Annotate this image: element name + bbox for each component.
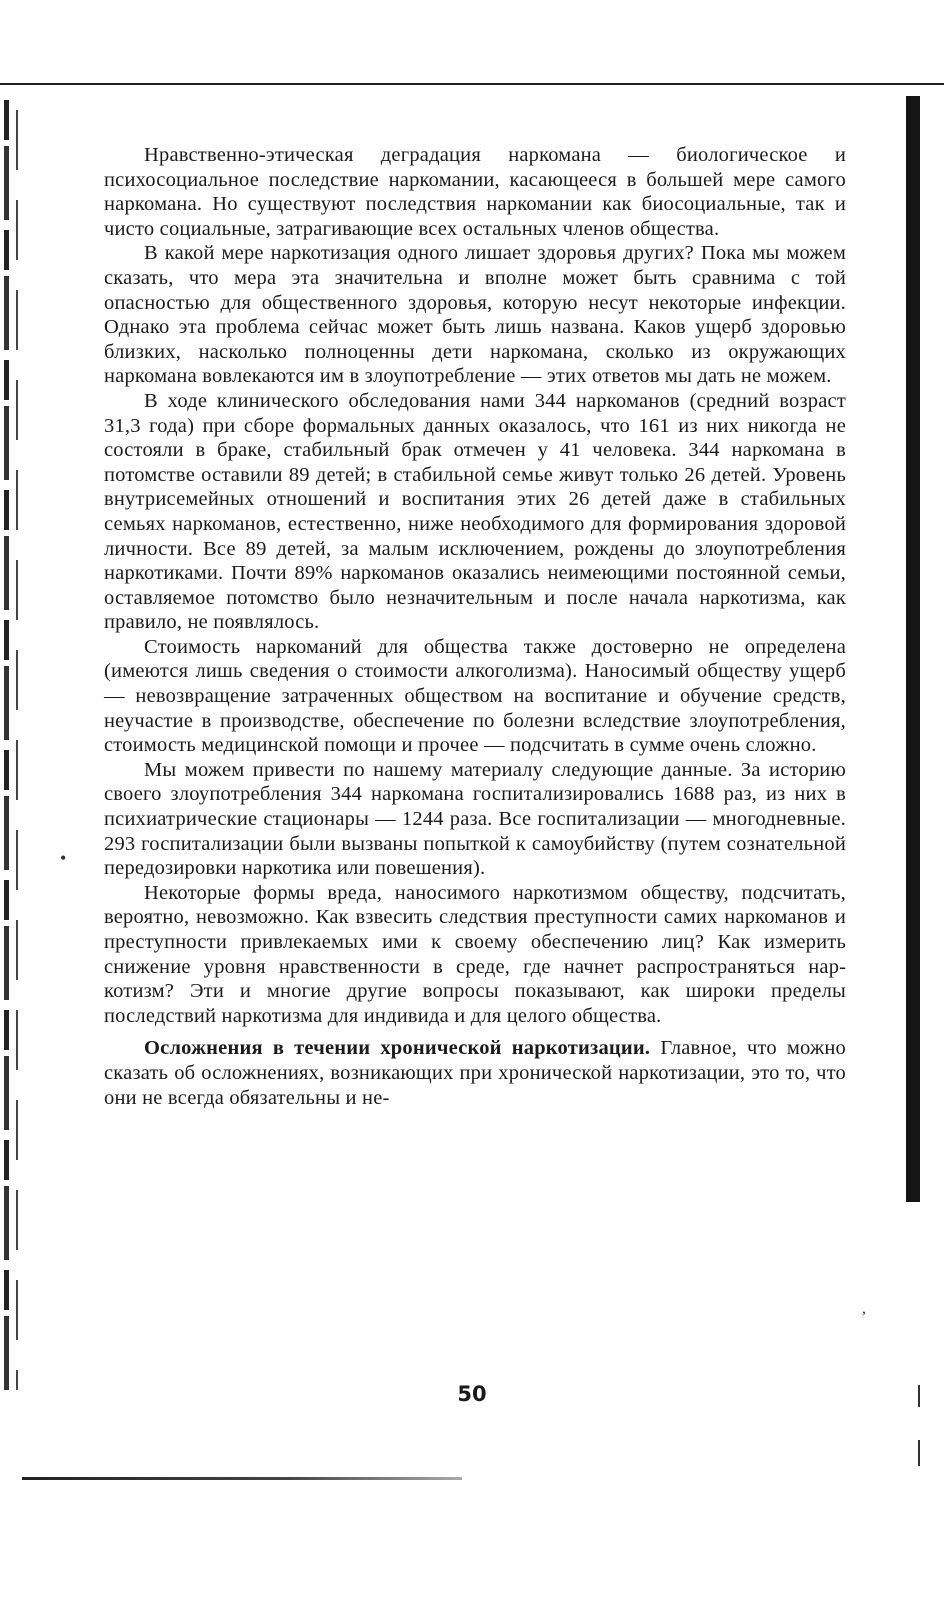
paragraph: Стоимость наркоманий для общества также достоверно не определена (имеются лишь сведения о стоимости алкоголизма). Наносимый обществу ущерб — невозвращение затраченных обществом на воспитание и обучение средств, неучастие в производстве, обеспечение по болезни вследствие злоупотребления, стоимость медицинской помощи и прочее — подсчитать в сумме очень сложно. xyxy=(104,635,846,757)
page-text xyxy=(104,143,846,1110)
page-number: 50 xyxy=(457,1382,487,1406)
paragraph: Мы можем привести по нашему материалу следующие данные. За историю своего злоупотребления 344 наркомана госпитализировались 1688 раз, из них в психиатрические стационары — 1244 раза. Все госпитализации — многодневные. 293 госпитализации были вызваны попыткой к самоубийству (путем сознательной передозировки наркотика или повешения). xyxy=(104,758,846,880)
left-scan-edge xyxy=(4,100,9,1390)
paragraph: Нравственно-этическая деградация наркомана — биологическое и психосоциальное последствие наркомании, касающееся в большей мере самого наркомана. Но существуют последствия наркомании как биосоциальные, так и чисто социальные, затрагивающие всех остальных членов общества. xyxy=(104,144,846,240)
right-scan-mark xyxy=(918,1440,920,1466)
scan-speck: , xyxy=(862,1300,866,1317)
section-text: Главное, что можно сказать об осложнениях, возникающих при хронической наркотизации, это то, что они не всегда обязательны и не- xyxy=(104,1037,846,1109)
section-heading: Осложнения в течении хронической наркотизации. xyxy=(144,1037,651,1060)
paragraph: В какой мере наркотизация одного лишает здоровья других? Пока мы можем сказать, что мера эта значительна и вполне может быть сравнима с той опасностью для общественного здоровья, которую несут некоторые инфекции. Однако эта проблема сейчас может быть лишь названа. Каков ущерб здоровью близких, насколько полноценны дети наркомана, сколько из окружающих наркомана вовлекаются им в злоупотребление — этих ответов мы дать не можем. xyxy=(104,242,846,388)
right-scan-edge xyxy=(906,96,920,1202)
bottom-border-line xyxy=(22,1477,462,1480)
paragraph: Некоторые формы вреда, наносимого наркотизмом обществу, подсчитать, вероятно, невозможно. Как взвесить следствия преступности самих наркоманов и преступности привлекаемых ими к своему обеспечению лиц? Как измерить снижение уровня нравственности в среде, где начнет распространяться наркотизм? Эти и многие другие вопросы показывают, как широки пределы последствий наркотизма для индивида и для целого общества. xyxy=(104,881,846,1027)
left-scan-edge-inner xyxy=(16,110,18,1390)
scan-speck: • xyxy=(60,848,67,868)
section-paragraph xyxy=(104,1036,846,1110)
top-border-line xyxy=(0,83,944,85)
paragraph: В ходе клинического обследования нами 344 наркоманов (средний возраст 31,3 года) при сборе формальных данных оказалось, что 161 из них никогда не состояли в браке, стабильный брак отмечен у 41 человека. 344 наркомана в потомстве оставили 89 детей; в стабильной семье живут только 26 детей. Уровень внутрисемейных отношений и воспитания этих 26 детей даже в стабильных семьях наркоманов, естественно, ниже необходимого для формирования здоровой личности. Все 89 детей, за малым исключением, рождены до злоупотребления наркотиками. Почти 89% наркоманов оказались неимеющими постоянной семьи, оставляемое потомство было незначительным и после начала наркотизма, как правило, не появлялось. xyxy=(104,389,846,634)
